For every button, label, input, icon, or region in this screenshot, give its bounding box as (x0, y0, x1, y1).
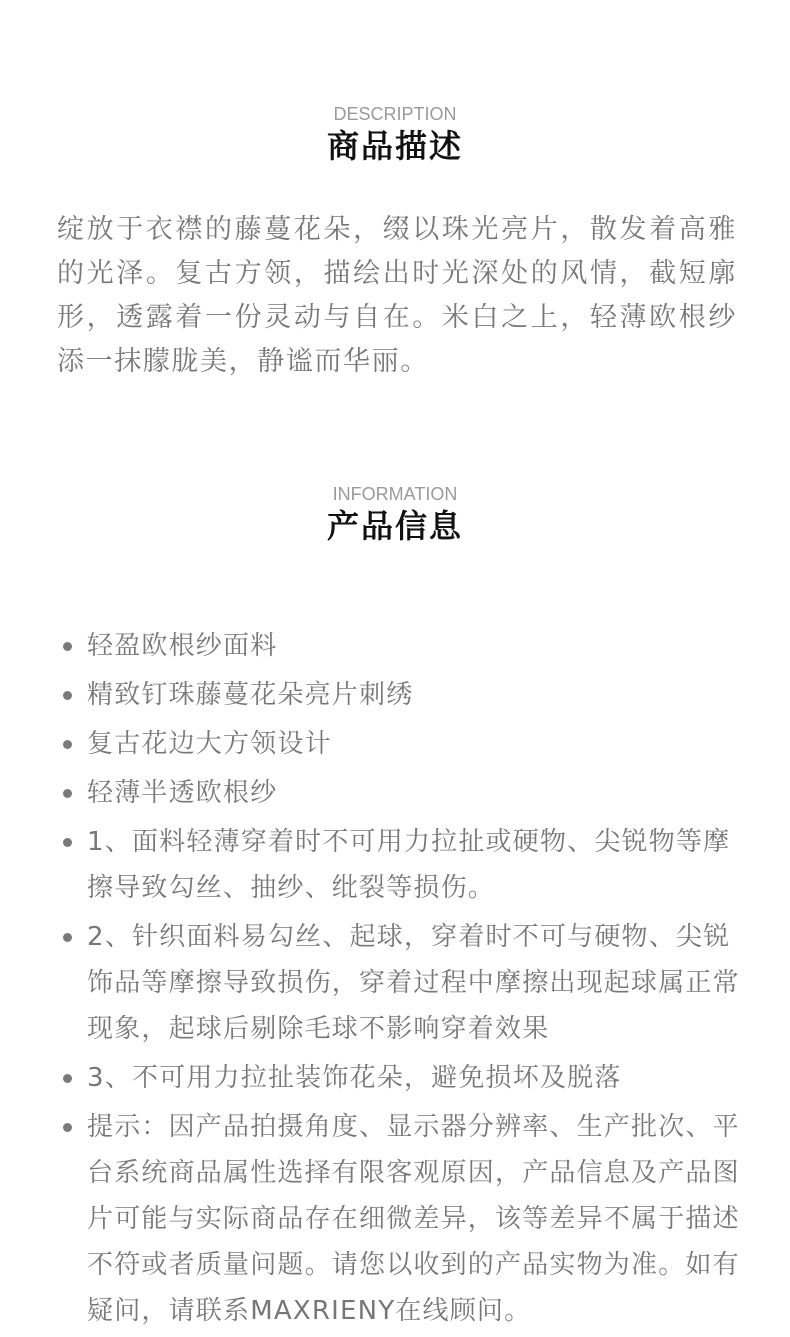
list-item-text: 2、针织面料易勾丝、起球，穿着时不可与硬物、尖锐饰品等摩擦导致损伤，穿着过程中摩擦出现起球属正常现象，起球后剔除毛球不影响穿着效果 (87, 922, 740, 1044)
bullet-icon (63, 691, 72, 700)
bullet-icon (63, 1074, 72, 1083)
list-item (60, 770, 740, 816)
list-item-text: 1、面料轻薄穿着时不可用力拉扯或硬物、尖锐物等摩擦导致勾丝、抽纱、纰裂等损伤。 (87, 827, 731, 903)
list-item-text: 3、不可用力拉扯装饰花朵，避免损坏及脱落 (87, 1063, 622, 1093)
bullet-icon (63, 933, 72, 942)
list-item-text: 精致钉珠藤蔓花朵亮片刺绣 (87, 680, 414, 710)
information-header (0, 484, 790, 546)
list-item-text: 轻薄半透欧根纱 (87, 778, 278, 808)
description-text: 绽放于衣襟的藤蔓花朵，缀以珠光亮片，散发着高雅的光泽。复古方领，描绘出时光深处的风情，截短廓形，透露着一份灵动与自在。米白之上，轻薄欧根纱添一抹朦胧美，静谧而华丽。 (57, 214, 737, 377)
list-item (60, 721, 740, 767)
list-item-text: 轻盈欧根纱面料 (87, 631, 278, 661)
list-item (60, 1104, 740, 1334)
list-item (60, 914, 740, 1052)
list-item (60, 1055, 740, 1101)
bullet-icon (63, 838, 72, 847)
description-heading-en: DESCRIPTION (333, 104, 457, 124)
information-list (60, 623, 740, 1337)
bullet-icon (63, 789, 72, 798)
bullet-icon (63, 1123, 72, 1132)
description-heading-cn: 商品描述 (326, 127, 463, 165)
list-item (60, 623, 740, 669)
list-item-text: 复古花边大方领设计 (87, 729, 332, 759)
bullet-icon (63, 740, 72, 749)
description-header (0, 104, 790, 166)
information-heading-en: INFORMATION (332, 484, 458, 504)
bullet-icon (63, 642, 72, 651)
list-item (60, 672, 740, 718)
list-item-text: 提示：因产品拍摄角度、显示器分辨率、生产批次、平台系统商品属性选择有限客观原因，产品信息及产品图片可能与实际商品存在细微差异，该等差异不属于描述不符或者质量问题。请您以收到的产品实物为准。如有疑问，请联系MAXRIENY在线顾问。 (87, 1112, 740, 1326)
list-item (60, 819, 740, 911)
information-heading-cn: 产品信息 (326, 507, 463, 545)
